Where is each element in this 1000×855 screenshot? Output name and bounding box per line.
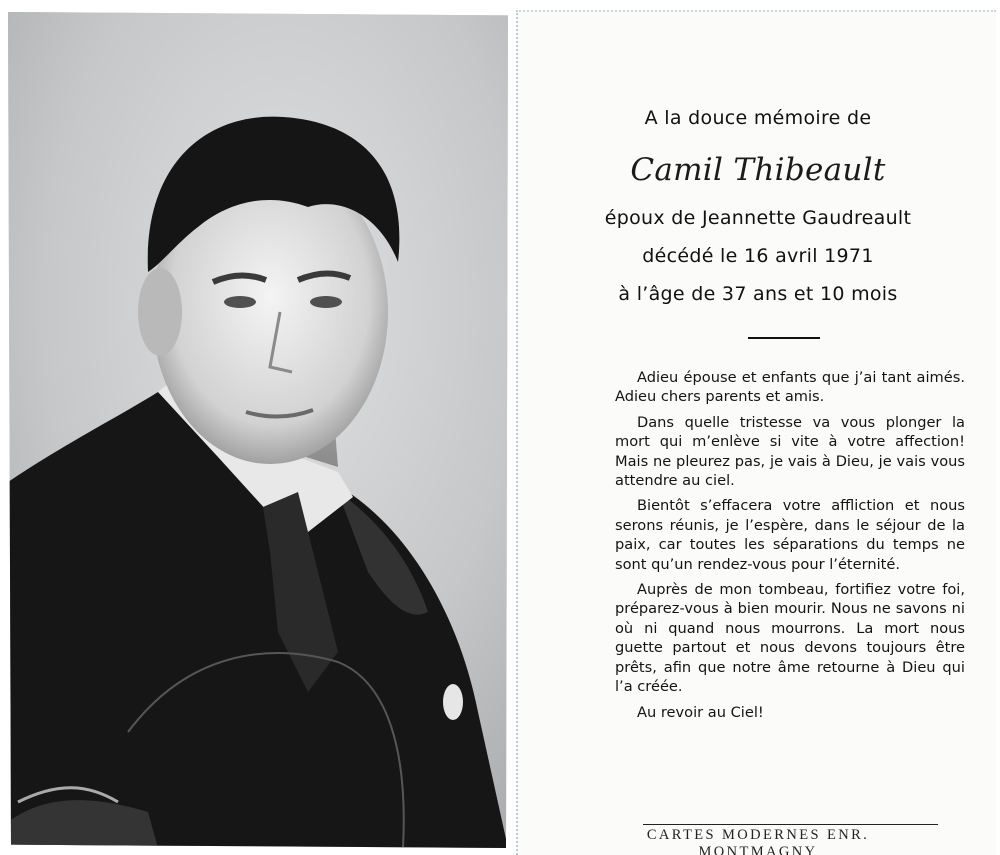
farewell-text (615, 368, 965, 728)
paragraph: Auprès de mon tombeau, fortifiez votre foi, préparez-vous à bien mourir. Nous ne savons ni où ni quand nous mourrons. La mort nous guette partout et nous devons toujours être prêts, afin que notre âme retourne à Dieu qui l’a créée. (615, 581, 965, 696)
paragraph: Bientôt s’effacera votre affliction et nous serons réunis, je l’espère, dans le séjour de la paix, car toutes les séparations du temps ne sont qu’un rendez-vous pour l’éternité. (615, 497, 965, 573)
memorial-heading: A la douce mémoire de (644, 107, 872, 129)
paragraph: Adieu épouse et enfants que j’ai tant aimés. Adieu chers parents et amis. (615, 369, 965, 406)
deceased-name: Camil Thibeault (630, 152, 886, 188)
memorial-card (516, 10, 996, 855)
publisher-name: CARTES MODERNES ENR. (646, 827, 870, 843)
divider-rule (748, 337, 820, 339)
paragraph: Dans quelle tristesse va vous plonger la mort qui m’enlève si vite à votre affection! Mais ne pleurez pas, je vais à Dieu, je vais vous attendre au ciel. (615, 413, 965, 490)
death-date: décédé le 16 avril 1971 (642, 245, 874, 267)
portrait-photo (8, 12, 508, 848)
age-line: à l’âge de 37 ans et 10 mois (618, 283, 898, 305)
spouse-line: époux de Jeannette Gaudreault (604, 207, 912, 229)
publisher-city: MONTMAGNY (698, 844, 818, 855)
paragraph: Au revoir au Ciel! (637, 703, 764, 721)
footer-rule (643, 824, 938, 825)
